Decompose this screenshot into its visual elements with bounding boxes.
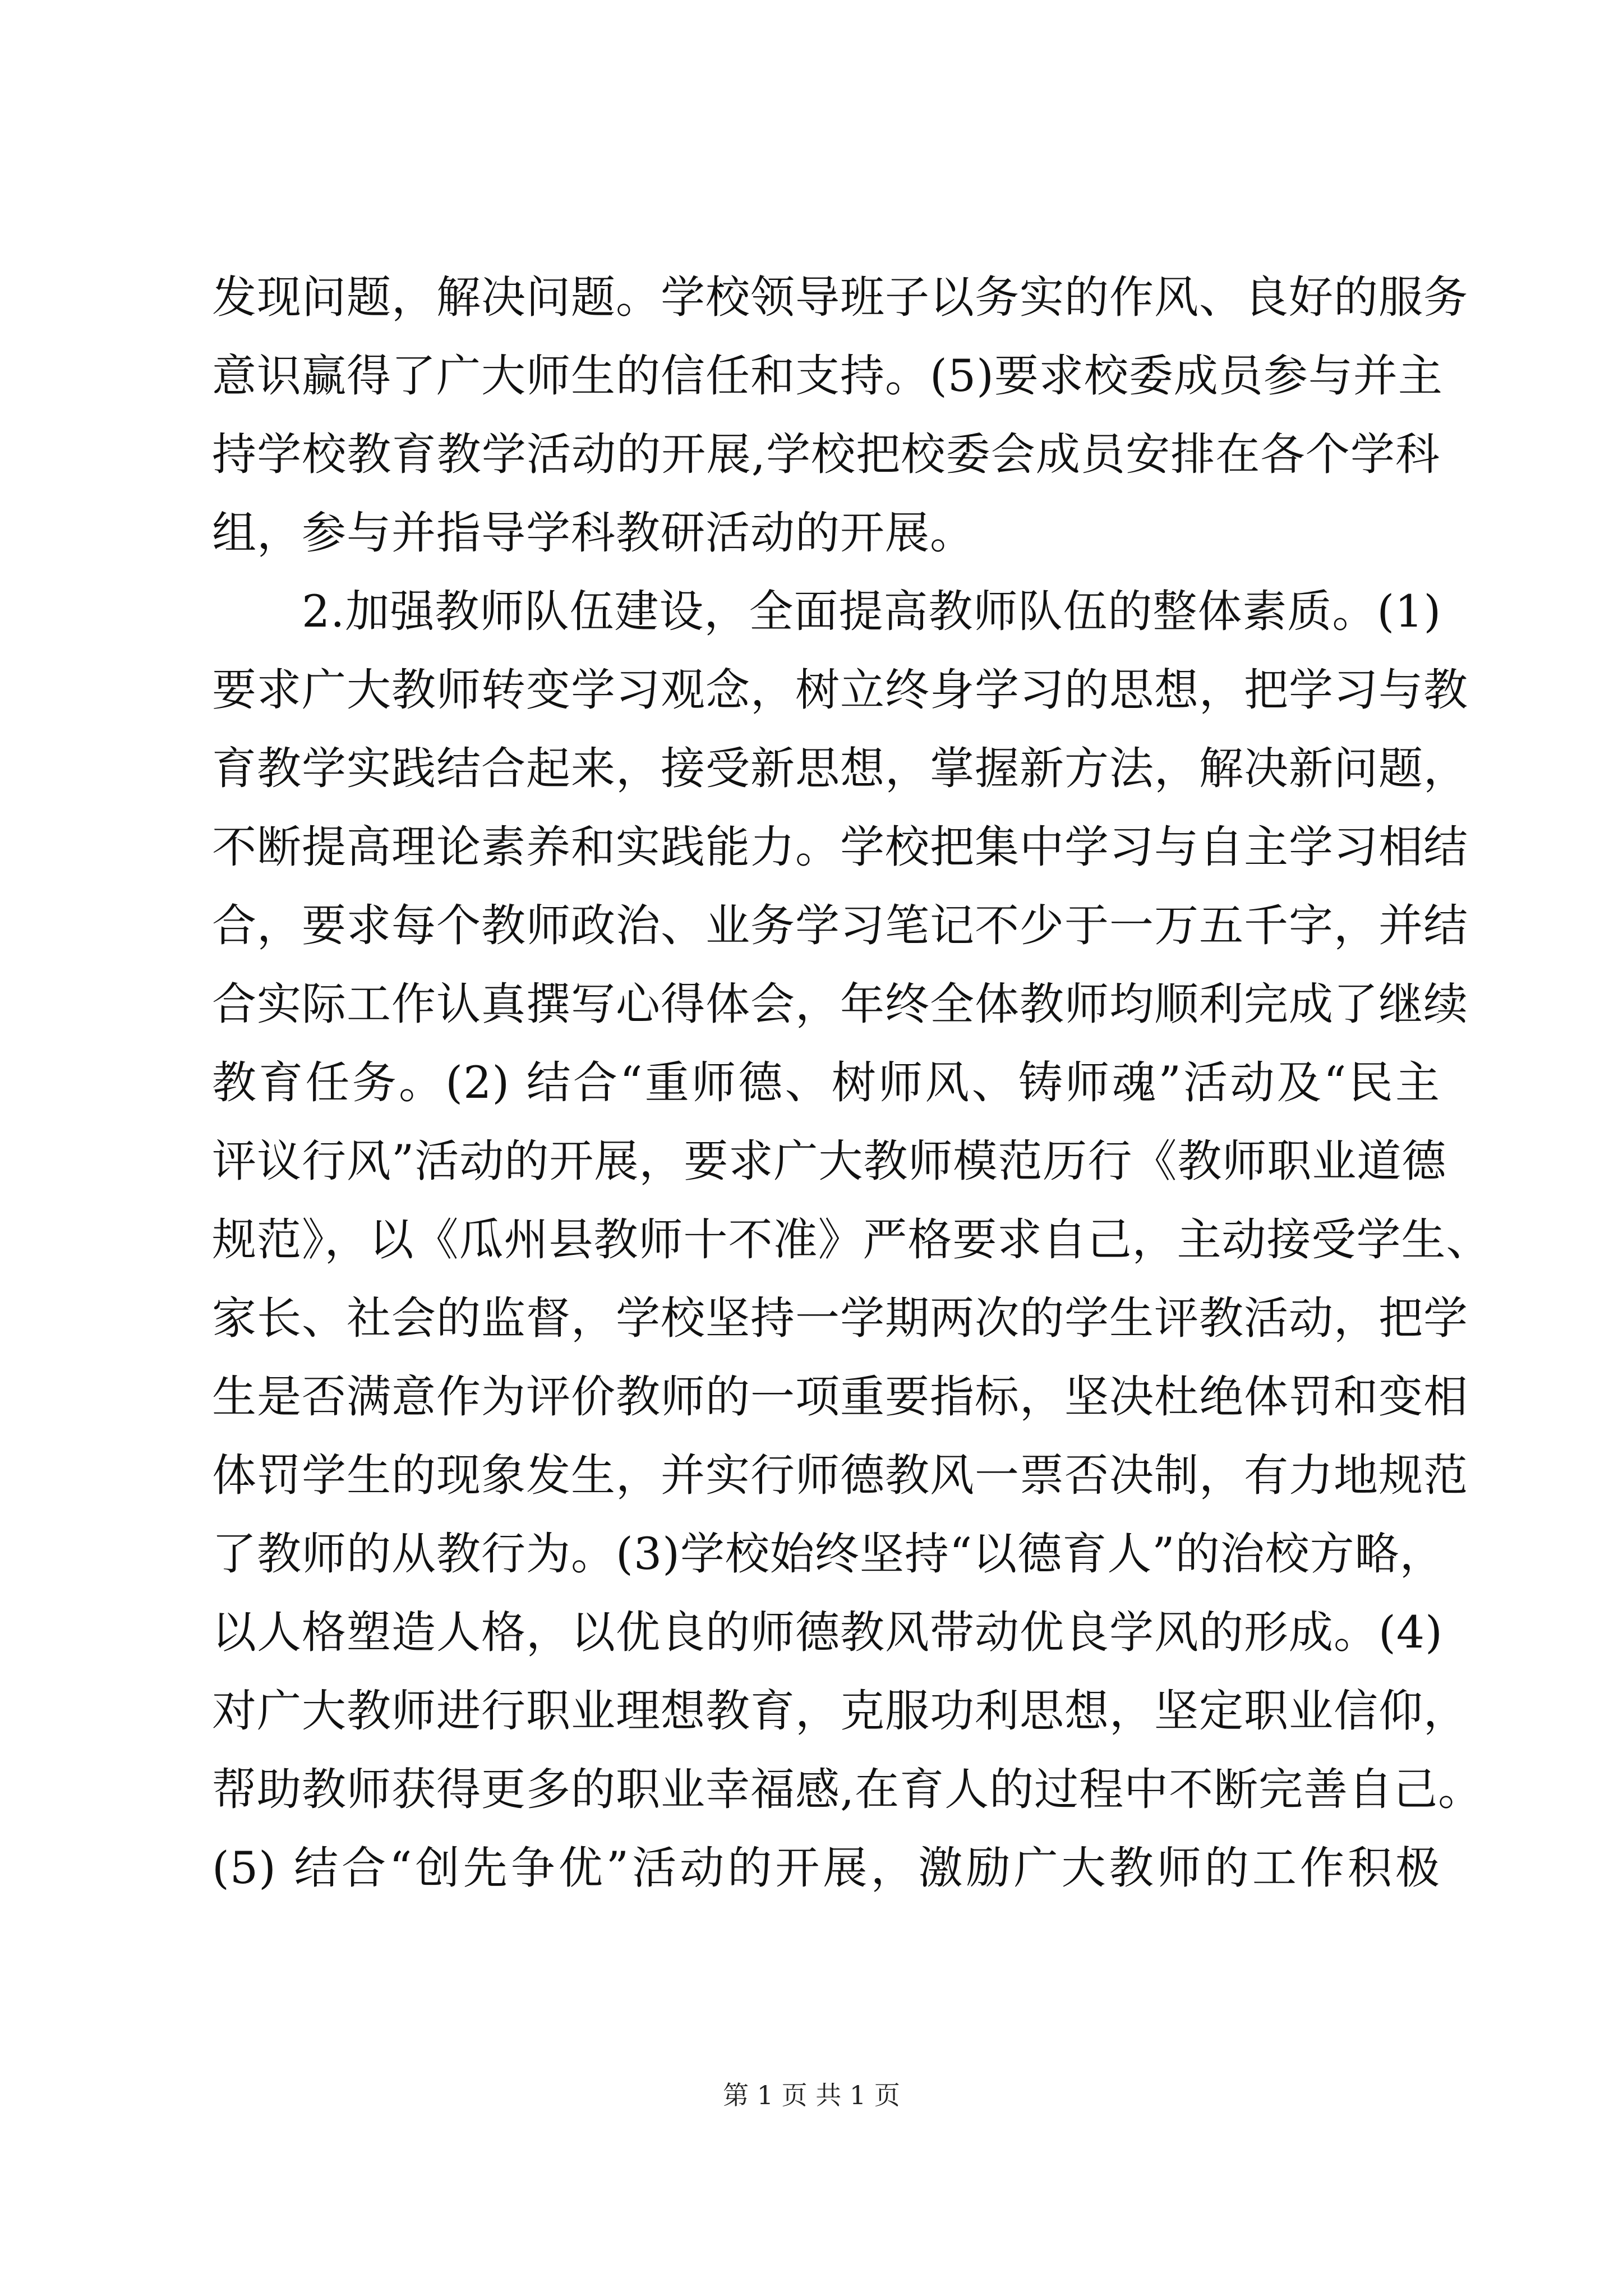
text-line: 了教师的从教行为。(3)学校始终坚持“以德育人”的治校方略， <box>212 1528 1445 1580</box>
text-line: 不断提高理论素养和实践能力。学校把集中学习与自主学习相结 <box>212 821 1468 873</box>
text-line: 持学校教育教学活动的开展,学校把校委会成员安排在各个学科 <box>212 429 1440 480</box>
text-line: 育教学实践结合起来，接受新思想，掌握新方法，解决新问题， <box>212 743 1468 794</box>
text-line: 教育任务。(2) 结合“重师德、树师风、铸师魂”活动及“民主 <box>212 1057 1440 1108</box>
text-line: 合实际工作认真撰写心得体会，年终全体教师均顺利完成了继续 <box>212 978 1468 1030</box>
text-line: 组，参与并指导学科教研活动的开展。 <box>212 507 975 559</box>
text-line: 意识赢得了广大师生的信任和支持。(5)要求校委成员参与并主 <box>212 350 1443 402</box>
text-line: 以人格塑造人格，以优良的师德教风带动优良学风的形成。(4) <box>212 1607 1443 1658</box>
paragraph-heading-line: 2.加强教师队伍建设，全面提高教师队伍的整体素质。(1) <box>302 586 1442 637</box>
text-line: 评议行风”活动的开展，要求广大教师模范历行《教师职业道德 <box>212 1135 1447 1187</box>
text-line: (5) 结合“创先争优”活动的开展，激励广大教师的工作积极 <box>212 1842 1440 1894</box>
text-line: 对广大教师进行职业理想教育，克服功利思想，坚定职业信仰， <box>212 1685 1468 1737</box>
text-line: 体罚学生的现象发生，并实行师德教风一票否决制，有力地规范 <box>212 1450 1468 1501</box>
text-line: 合，要求每个教师政治、业务学习笔记不少于一万五千字，并结 <box>212 900 1468 951</box>
text-line: 要求广大教师转变学习观念，树立终身学习的思想，把学习与教 <box>212 664 1468 716</box>
text-line: 家长、社会的监督，学校坚持一学期两次的学生评教活动，把学 <box>212 1292 1468 1344</box>
text-line: 规范》，以《瓜州县教师十不准》严格要求自己，主动接受学生、 <box>212 1214 1491 1266</box>
body-text <box>212 258 1491 1907</box>
page-number-footer: 第 1 页 共 1 页 <box>723 2080 900 2110</box>
text-line: 帮助教师获得更多的职业幸福感,在育人的过程中不断完善自己。 <box>212 1764 1483 1815</box>
text-line: 生是否满意作为评价教师的一项重要指标，坚决杜绝体罚和变相 <box>212 1371 1468 1423</box>
text-line: 发现问题，解决问题。学校领导班子以务实的作风、良好的服务 <box>212 272 1468 323</box>
